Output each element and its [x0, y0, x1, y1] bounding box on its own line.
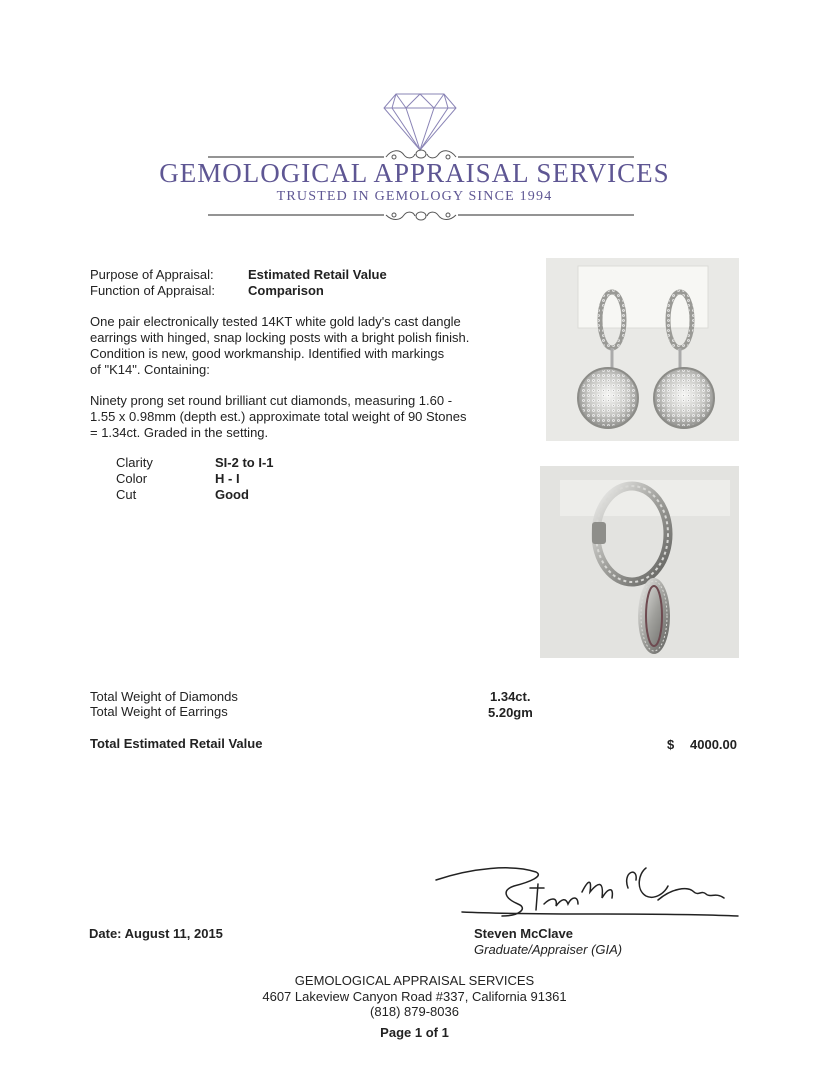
cut-label: Cut: [116, 487, 137, 502]
color-value: H - I: [215, 471, 240, 486]
diamond-line: 1.55 x 0.98mm (depth est.) approximate total weight of 90 Stones: [90, 409, 467, 424]
function-value: Comparison: [248, 283, 324, 298]
appraisal-date: Date: August 11, 2015: [89, 926, 223, 941]
clarity-value: SI-2 to I-1: [215, 455, 274, 470]
page-number: Page 1 of 1: [380, 1025, 449, 1040]
appraiser-signature: [432, 858, 744, 924]
footer-company: GEMOLOGICAL APPRAISAL SERVICES: [294, 973, 535, 988]
appraiser-title: Graduate/Appraiser (GIA): [474, 942, 623, 957]
company-logo-tagline: TRUSTED IN GEMOLOGY SINCE 1994: [276, 189, 553, 204]
appraiser-name: Steven McClave: [474, 926, 573, 941]
diamond-weight-value: 1.34ct.: [490, 689, 531, 704]
description-line: Condition is new, good workmanship. Identified with markings: [90, 346, 445, 361]
color-label: Color: [116, 471, 148, 486]
earrings-front-photo: [546, 258, 739, 441]
description-line: earrings with hinged, snap locking posts with a bright polish finish.: [90, 330, 470, 345]
diamond-line: Ninety prong set round brilliant cut diamonds, measuring 1.60 -: [90, 393, 453, 408]
diamond-line: = 1.34ct. Graded in the setting.: [90, 425, 269, 440]
purpose-label: Purpose of Appraisal:: [90, 267, 214, 282]
earring-weight-value: 5.20gm: [488, 705, 533, 720]
purpose-value: Estimated Retail Value: [248, 267, 387, 282]
clarity-label: Clarity: [116, 455, 153, 470]
retail-value-amount: 4000.00: [690, 737, 737, 752]
company-logo-title: GEMOLOGICAL APPRAISAL SERVICES: [159, 158, 670, 188]
description-line: One pair electronically tested 14KT white gold lady's cast dangle: [90, 314, 461, 329]
diamond-description: [90, 393, 500, 441]
header-divider-bottom: [208, 206, 634, 222]
description-line: of "K14". Containing:: [90, 362, 210, 377]
function-label: Function of Appraisal:: [90, 283, 216, 298]
diamond-weight-label: Total Weight of Diamonds: [90, 689, 238, 704]
footer-phone: (818) 879-8036: [370, 1004, 459, 1019]
earring-weight-label: Total Weight of Earrings: [90, 704, 228, 719]
cut-value: Good: [215, 487, 249, 502]
currency-symbol: $: [667, 737, 675, 752]
item-description: [90, 314, 500, 378]
retail-value-label: Total Estimated Retail Value: [90, 736, 263, 751]
earring-side-photo: [540, 466, 739, 658]
diamond-logo-icon: [382, 92, 458, 152]
footer-address: 4607 Lakeview Canyon Road #337, California 91361: [262, 989, 567, 1004]
